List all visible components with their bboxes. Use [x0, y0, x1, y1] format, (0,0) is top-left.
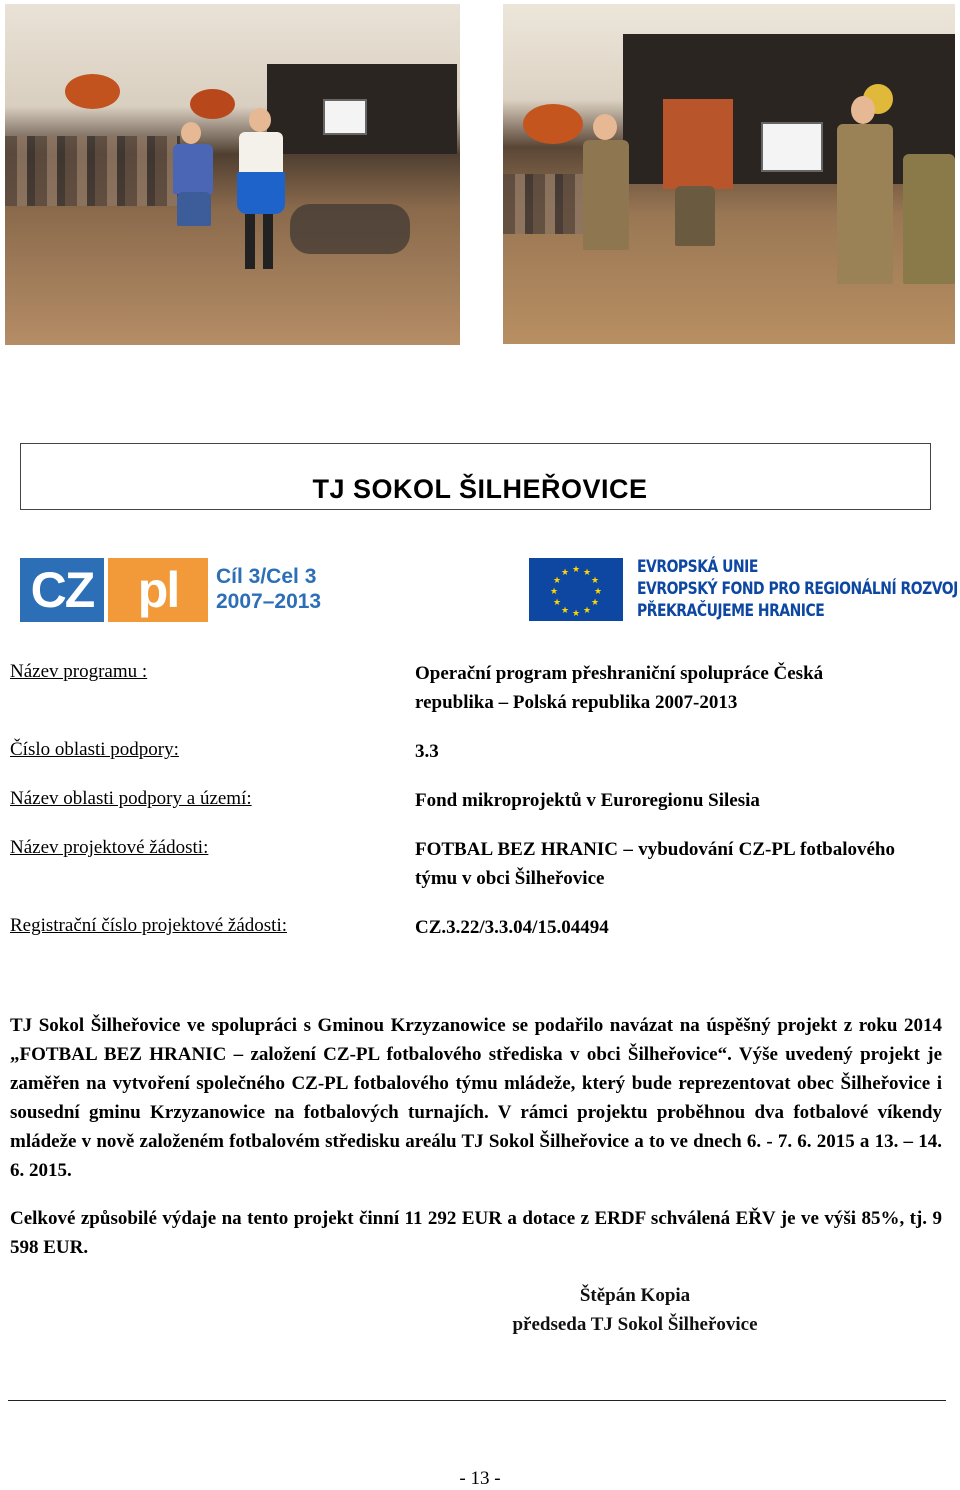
- oblast-value: 3.3: [415, 741, 439, 762]
- oblast-nazev-label: Název oblasti podpory a území:: [10, 788, 252, 809]
- czpl-logo-pl: pl: [108, 558, 208, 622]
- czpl-logo-cil: Cíl 3/Cel 3: [216, 565, 317, 588]
- svg-text:★: ★: [590, 576, 600, 586]
- svg-text:★: ★: [552, 576, 562, 586]
- page-number: - 13 -: [459, 1468, 501, 1489]
- eu-logo: [529, 556, 958, 622]
- eu-logo-line2: EVROPSKÝ FOND PRO REGIONÁLNÍ ROZVOJ: [637, 579, 958, 599]
- oblast-nazev-value: Fond mikroprojektů v Euroregionu Silesia: [415, 790, 760, 811]
- czpl-logo: [20, 558, 322, 624]
- svg-text:★: ★: [571, 609, 581, 619]
- svg-text:★: ★: [552, 598, 562, 608]
- signature-role: předseda TJ Sokol Šilheřovice: [512, 1314, 758, 1335]
- svg-text:★: ★: [590, 598, 600, 608]
- svg-text:★: ★: [560, 568, 570, 578]
- czpl-logo-cz: CZ: [20, 558, 104, 622]
- eu-logo-text: [637, 556, 958, 622]
- czpl-logo-caption: [216, 564, 336, 614]
- svg-text:★: ★: [593, 587, 603, 597]
- signature-name: Štěpán Kopia: [579, 1285, 691, 1306]
- svg-text:★: ★: [560, 606, 570, 616]
- registr-value: CZ.3.22/3.3.04/15.04494: [415, 917, 609, 938]
- svg-text:★: ★: [582, 568, 592, 578]
- oblast-label: Číslo oblasti podpory:: [10, 739, 179, 760]
- projekt-value: FOTBAL BEZ HRANIC – vybudování CZ-PL fotbalového týmu v obci Šilheřovice: [415, 839, 895, 889]
- budget-paragraph: Celkové způsobilé výdaje na tento projekt činní 11 292 EUR a dotace z ERDF schválená EŘV je ve výši 85%, tj. 9 598 EUR.: [10, 1208, 942, 1258]
- registr-label: Registrační číslo projektové žádosti:: [10, 915, 288, 936]
- svg-text:★: ★: [571, 565, 581, 575]
- eu-logo-line1: EVROPSKÁ UNIE: [637, 557, 758, 577]
- photo-children-dance: [5, 4, 460, 345]
- page-title: TJ SOKOL ŠILHEŘOVICE: [312, 474, 648, 504]
- projekt-label: Název projektové žádosti:: [10, 837, 209, 858]
- svg-text:★: ★: [582, 606, 592, 616]
- svg-text:★: ★: [549, 587, 559, 597]
- photo-stage-costumes: [503, 4, 955, 344]
- eu-flag-icon: [529, 558, 623, 621]
- czpl-logo-years: 2007–2013: [216, 590, 322, 613]
- footer-divider: [8, 1400, 946, 1401]
- project-description: TJ Sokol Šilheřovice ve spolupráci s Gminou Krzyzanowice se podařilo navázat na úspěšný projekt z roku 2014 „FOTBAL BEZ HRANIC – založení CZ-PL fotbalového střediska v obci Šilheřovice“. Výše uvedený projekt je zaměřen na vytvoření společného CZ-PL fotbalového týmu mládeže, který bude reprezentovat obec Šilheřovice i sousední gminu Krzyzanowice na fotbalových turnajích. V rámci projektu proběhnou dva fotbalové víkendy mládeže v nově založeném fotbalovém středisku areálu TJ Sokol Šilheřovice a to ve dnech 6. - 7. 6. 2015 a 13. – 14. 6. 2015.: [10, 1015, 942, 1181]
- eu-logo-line3: PŘEKRAČUJEME HRANICE: [637, 601, 825, 621]
- program-value: Operační program přeshraniční spolupráce Česká republika – Polská republika 2007-2013: [415, 663, 824, 713]
- program-label: Název programu :: [10, 661, 148, 682]
